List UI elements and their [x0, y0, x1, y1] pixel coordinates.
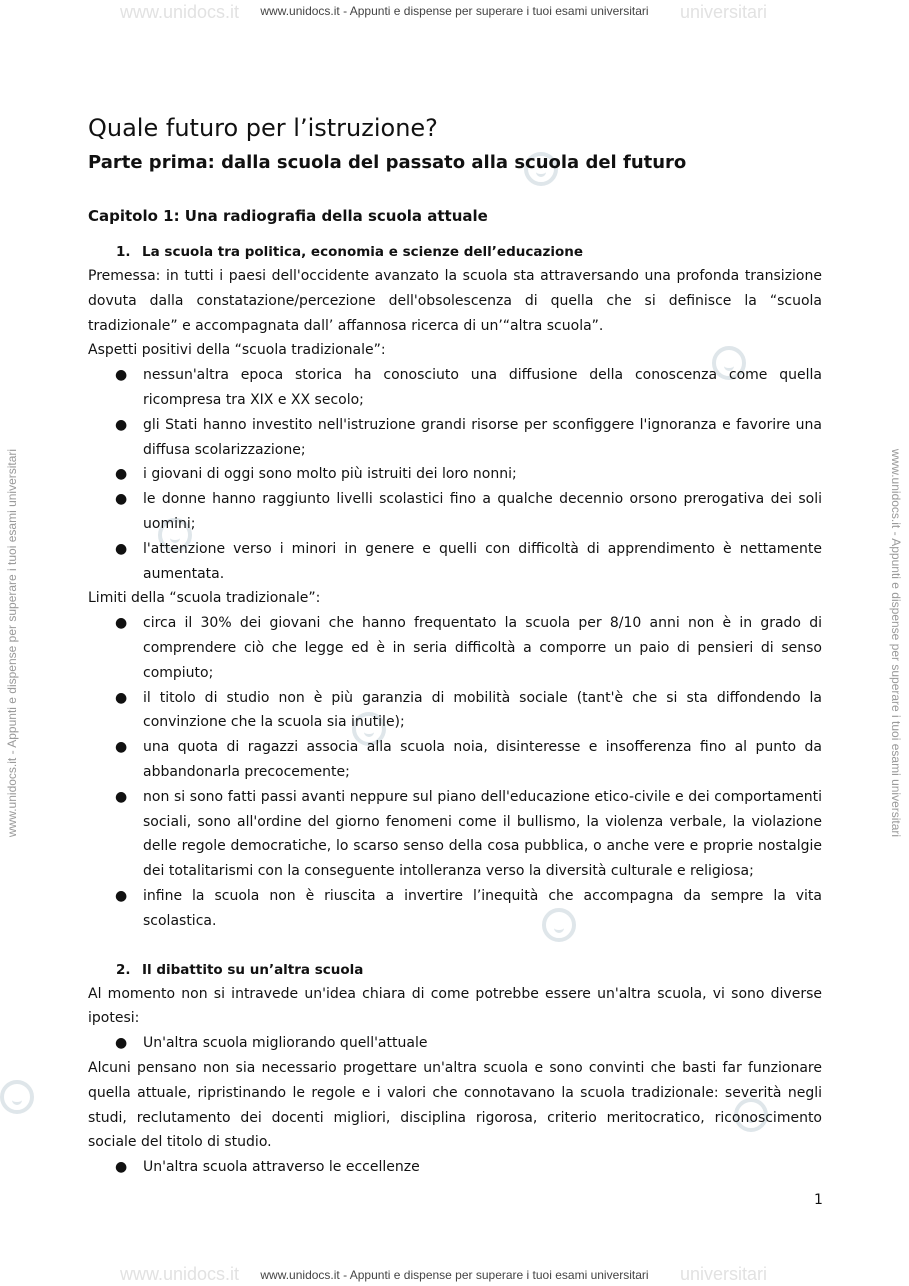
document-body: [88, 108, 822, 1180]
list-item: ● una quota di ragazzi associa alla scuola noia, disinteresse e insofferenza fino al punto da abbandonarla precocemente;: [88, 735, 822, 785]
bullet-icon: ●: [115, 1035, 128, 1052]
premise-paragraph: Premessa: in tutti i paesi dell'occidente avanzato la scuola sta attraversando una profonda transizione dovuta dalla constatazione/percezione dell'obsolescenza di quella che si definisce la “scuola tradizionale” e accompagnata dall’ affannosa ricerca di un’“altra scuola”.: [88, 268, 822, 334]
bullet-icon: ●: [115, 887, 128, 904]
list-item: ● circa il 30% dei giovani che hanno frequentato la scuola per 8/10 anni non è in grado di comprendere ciò che legge ed è in seria difficoltà a comporre un paio di pensieri di senso compiuto;: [88, 611, 822, 685]
list-item: ● le donne hanno raggiunto livelli scolastici fino a qualche decennio orsono prerogativa dei soli uomini;: [88, 487, 822, 537]
watermark-logo-icon: [0, 1080, 34, 1114]
chapter-title: Capitolo 1: Una radiografia della scuola attuale: [88, 207, 488, 225]
watermark-ghost-bottom-right: universitari: [680, 1264, 768, 1284]
part-title: Parte prima: dalla scuola del passato alla scuola del futuro: [88, 152, 687, 173]
section-title: Il dibattito su un’altra scuola: [142, 961, 364, 978]
watermark-bottom: www.unidocs.it - Appunti e dispense per superare i tuoi esami universitari: [260, 1268, 649, 1282]
bullet-icon: ●: [115, 739, 128, 756]
watermark-right: www.unidocs.it - Appunti e dispense per superare i tuoi esami universitari: [889, 448, 903, 838]
option1-paragraph: Alcuni pensano non sia necessario progettare un'altra scuola e sono convinti che basti far funzionare quella attuale, ripristinando le regole e i valori che connotavano la scuola tradizionale: severità negli studi, reclutamento dei docenti migliori, disciplina rigorosa, criterio meritocratico, riconoscimento sociale del titolo di studio.: [88, 1059, 822, 1151]
section-number: 2.: [116, 961, 131, 978]
watermark-ghost-top-right: universitari: [680, 2, 768, 22]
positives-label: Aspetti positivi della “scuola tradizionale”:: [88, 342, 386, 359]
section-title: La scuola tra politica, economia e scienze dell’educazione: [142, 244, 584, 260]
list-item: ● nessun'altra epoca storica ha conosciuto una diffusione della conoscenza come quella ricompresa tra XIX e XX secolo;: [88, 363, 822, 413]
bullet-icon: ●: [115, 788, 128, 805]
list-item: ● i giovani di oggi sono molto più istruiti dei loro nonni;: [88, 462, 822, 487]
bullet-icon: ●: [115, 1159, 128, 1176]
bullet-icon: ●: [115, 466, 128, 483]
list-item: ● gli Stati hanno investito nell'istruzione grandi risorse per sconfiggere l'ignoranza e favorire una diffusa scolarizzazione;: [88, 413, 822, 463]
watermark-ghost-top: www.unidocs.it: [120, 2, 240, 22]
section-heading-1: [88, 240, 822, 264]
section-number: 1.: [116, 244, 131, 260]
option1-list: [88, 1031, 822, 1056]
list-item: ● il titolo di studio non è più garanzia di mobilità sociale (tant'è che si sta diffondendo la convinzione che la scuola sia inutile);: [88, 686, 822, 736]
positives-list: [88, 363, 822, 586]
limits-label: Limiti della “scuola tradizionale”:: [88, 590, 321, 607]
option2-list: [88, 1155, 822, 1180]
bullet-icon: ●: [115, 540, 128, 557]
watermark-ghost-bottom: www.unidocs.it: [120, 1264, 240, 1284]
list-item: ● non si sono fatti passi avanti neppure sul piano dell'educazione etico-civile e dei comportamenti sociali, sono all'ordine del giorno fenomeni come il bullismo, la violenza verbale, la violazione delle regole democratiche, lo scarso senso della cosa pubblica, o anche vere e proprie nostalgie dei totalitarismi con la conseguente intolleranza verso la diversità culturale e religiosa;: [88, 785, 822, 884]
list-item: ● infine la scuola non è riuscita a invertire l’inequità che accompagna da sempre la vita scolastica.: [88, 884, 822, 934]
watermark-left: www.unidocs.it - Appunti e dispense per superare i tuoi esami universitari: [5, 448, 19, 838]
bullet-icon: ●: [115, 416, 128, 433]
list-item: ● Un'altra scuola attraverso le eccellenze: [88, 1155, 822, 1180]
list-item: ● l'attenzione verso i minori in genere e quelli con difficoltà di apprendimento è nettamente aumentata.: [88, 537, 822, 587]
bullet-icon: ●: [115, 615, 128, 632]
limits-list: [88, 611, 822, 933]
document-title: Quale futuro per l’istruzione?: [88, 114, 438, 142]
debate-intro: Al momento non si intravede un'idea chiara di come potrebbe essere un'altra scuola, vi sono diverse ipotesi:: [88, 985, 822, 1027]
bullet-icon: ●: [115, 689, 128, 706]
watermark-top: www.unidocs.it - Appunti e dispense per superare i tuoi esami universitari: [260, 4, 649, 18]
page-number: 1: [814, 1192, 823, 1208]
section-heading-2: [88, 958, 822, 982]
list-item: ● Un'altra scuola migliorando quell'attuale: [88, 1031, 822, 1056]
bullet-icon: ●: [115, 367, 128, 384]
bullet-icon: ●: [115, 491, 128, 508]
